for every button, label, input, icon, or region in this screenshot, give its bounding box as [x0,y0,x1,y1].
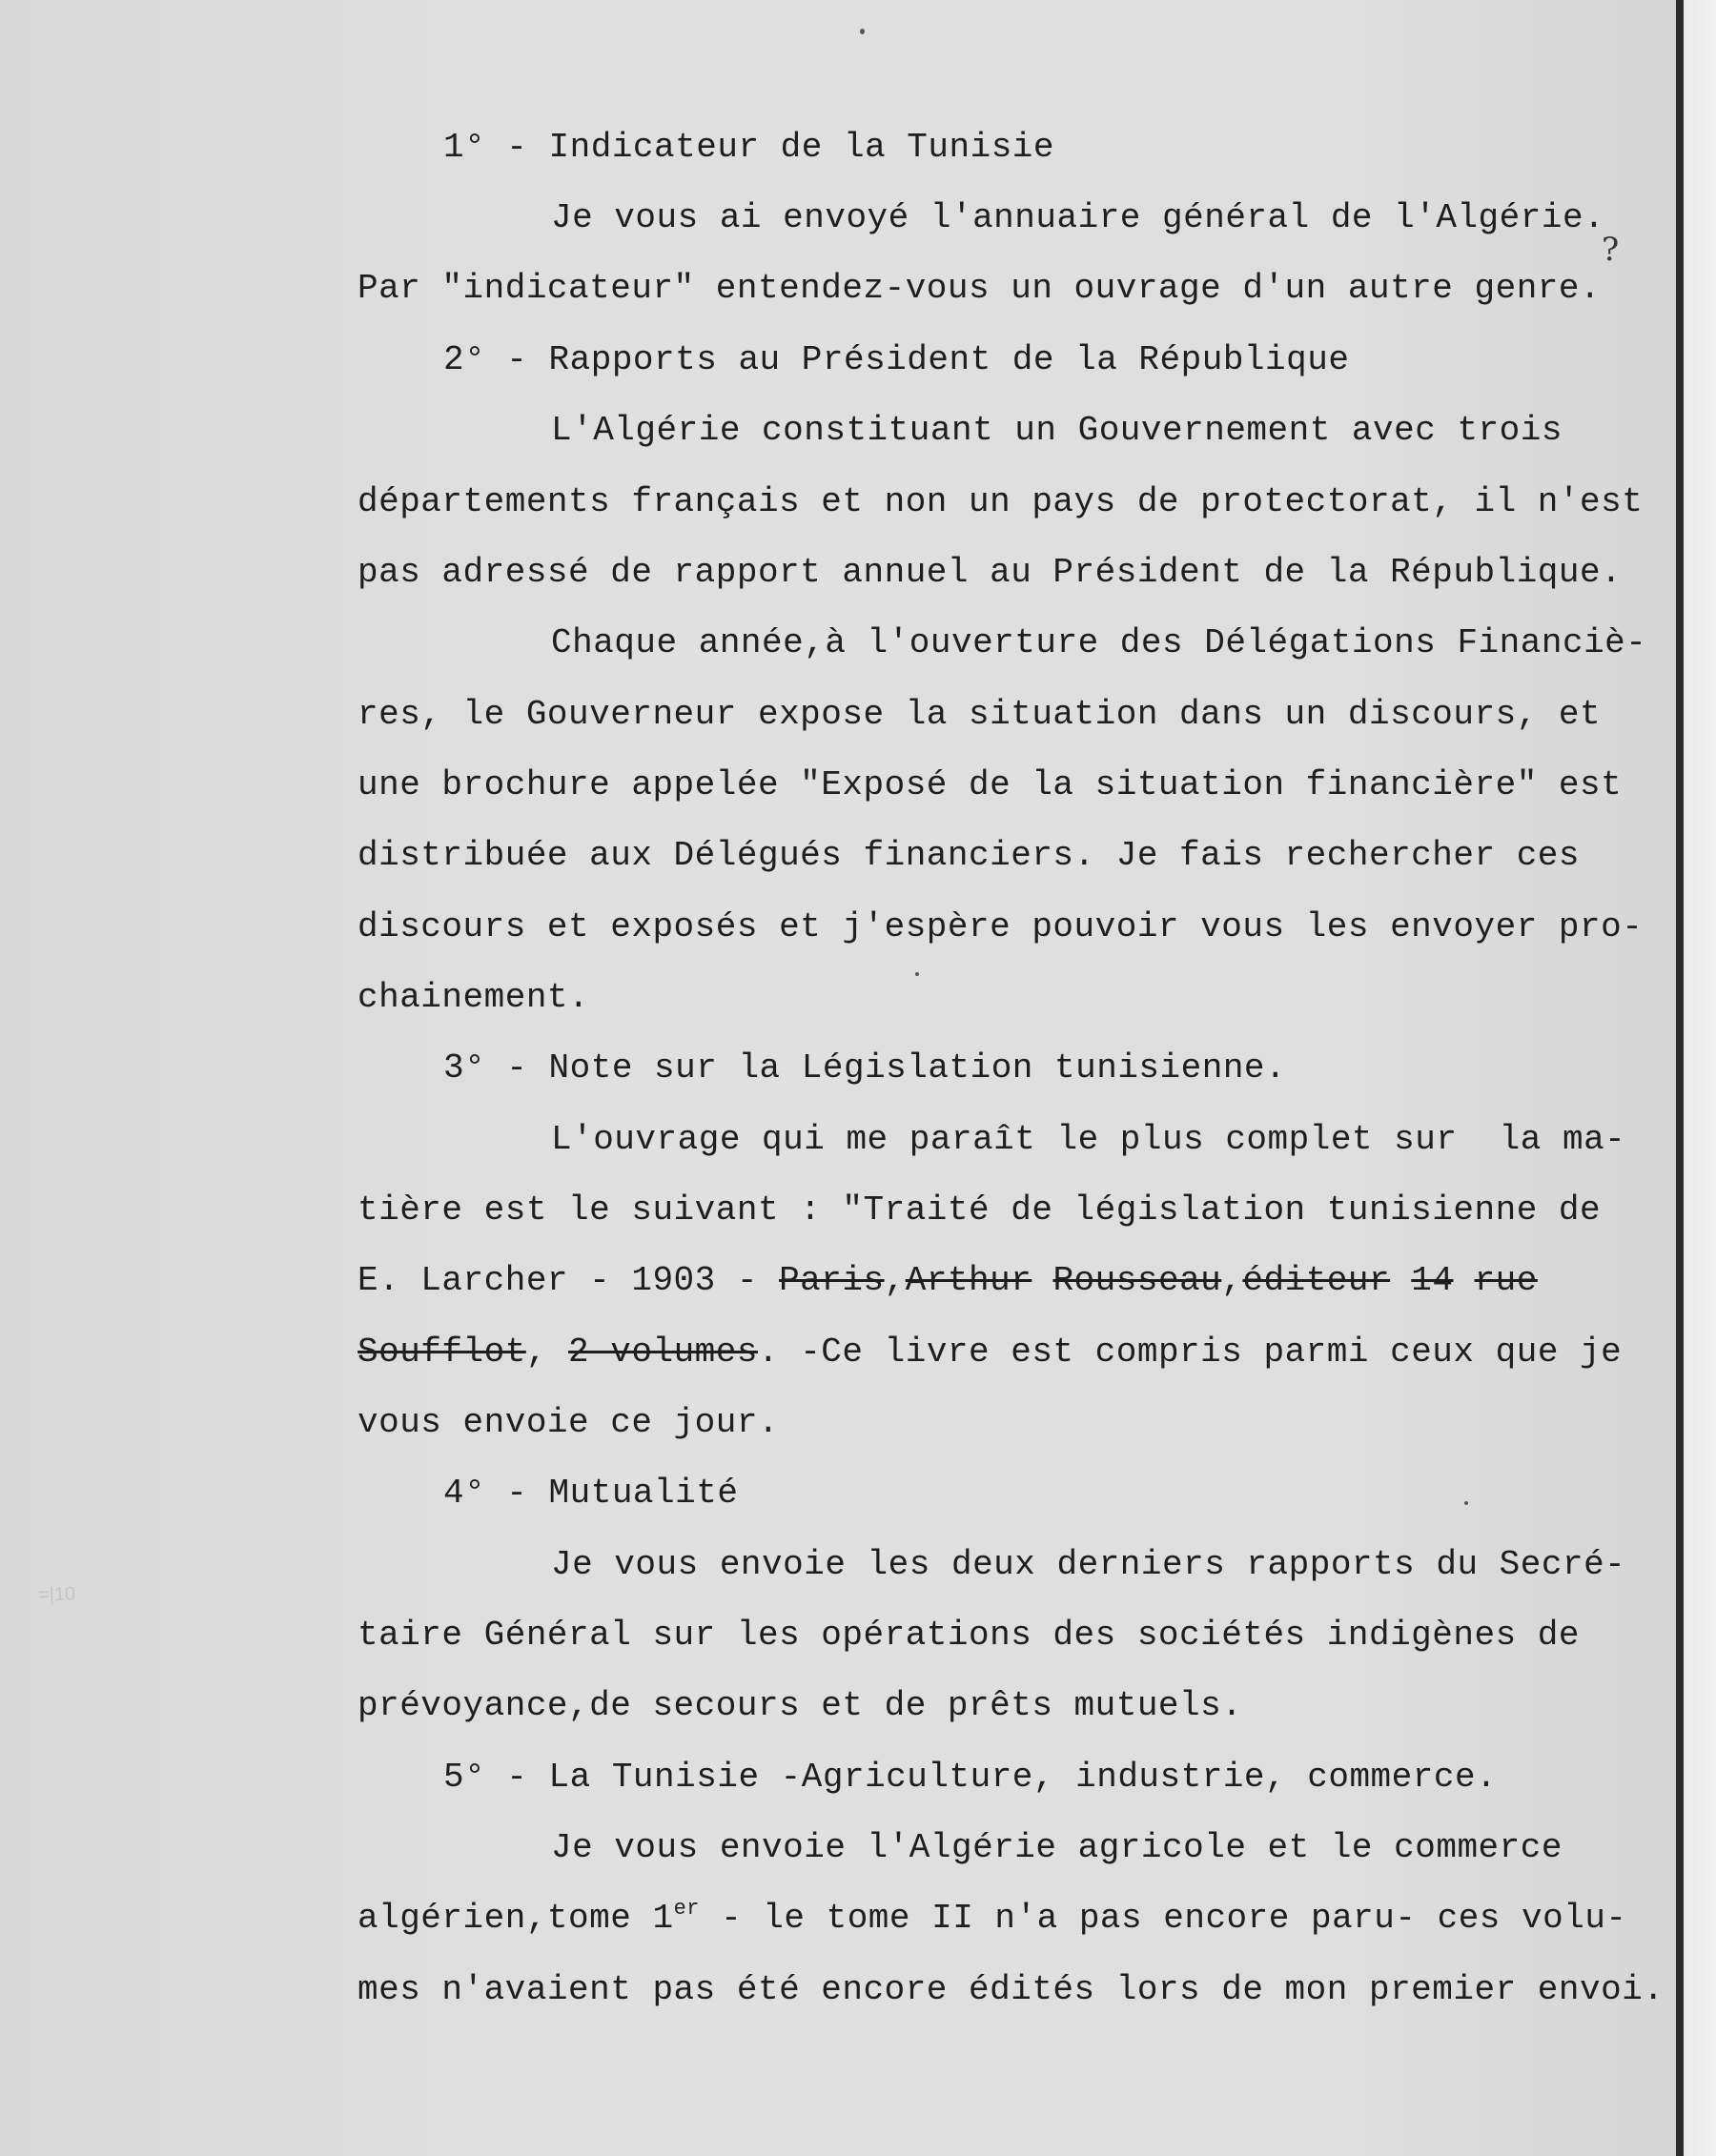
punctuation: , [1221,1261,1243,1300]
section-3-heading: 3° - Note sur la Législation tunisienne. [443,1048,1287,1088]
section-2-line-4: Chaque année,à l'ouverture des Délégations Financiè- [551,623,1647,662]
struck-word: Arthur [905,1261,1032,1300]
sentence-text: . -Ce livre est compris parmi ceux que je [757,1332,1623,1372]
section-3-line-3 [358,1260,1538,1302]
punctuation: , [884,1261,906,1300]
section-2-line-8: discours et exposés et j'espère pouvoir vous les envoyer pro- [358,907,1644,946]
section-3-line-4 [358,1332,1622,1373]
section-3-line-1: L'ouvrage qui me paraît le plus complet sur la ma- [551,1120,1626,1159]
section-2-heading: 2° - Rapports au Président de la République [443,340,1350,379]
section-5-line-1: Je vous envoie l'Algérie agricole et le commerce [551,1828,1563,1867]
struck-word: rue [1474,1261,1538,1300]
superscript: er [673,1897,700,1921]
margin-stamp: =|10 [37,1583,76,1606]
struck-word: éditeur [1242,1261,1391,1300]
struck-word: 14 [1411,1261,1454,1300]
handwritten-question-mark: ? [1602,231,1620,269]
section-2-line-1: L'Algérie constituant un Gouvernement avec trois [551,411,1563,450]
punctuation: , [525,1332,569,1372]
section-5-heading: 5° - La Tunisie -Agriculture, industrie, commerce. [443,1758,1498,1797]
struck-word: 2 volumes [568,1332,758,1372]
section-4-line-1: Je vous envoie les deux derniers rapports du Secré- [551,1545,1626,1584]
section-2-line-2: départements français et non un pays de protectorat, il n'est [358,482,1644,521]
struck-word: Paris [779,1261,885,1300]
section-2-line-5: res, le Gouverneur expose la situation dans un discours, et [358,695,1602,734]
sentence-text: - le tome II n'a pas encore paru- ces volu- [699,1899,1627,1938]
section-2-line-9: chainement. [358,978,590,1017]
ink-speck [1464,1501,1468,1505]
ink-speck [915,972,919,976]
struck-word: Soufflot [358,1332,526,1372]
struck-word: Rousseau [1052,1261,1222,1300]
section-2-line-6: une brochure appelée "Exposé de la situation financière" est [358,765,1623,804]
section-1-heading: 1° - Indicateur de la Tunisie [443,128,1055,167]
section-4-heading: 4° - Mutualité [443,1474,739,1513]
spacer [1390,1261,1411,1300]
section-5-line-2 [358,1898,1627,1940]
section-4-line-3: prévoyance,de secours et de prêts mutuels. [358,1686,1243,1725]
section-1-line-2: Par "indicateur" entendez-vous un ouvrage d'un autre genre. [358,269,1602,308]
section-4-line-2: taire Général sur les opérations des sociétés indigènes de [358,1616,1581,1655]
section-1-line-1: Je vous ai envoyé l'annuaire général de l'Algérie. [551,198,1605,237]
sentence-text: algérien,tome 1 [358,1899,674,1938]
page-edge-shadow [1676,0,1684,2156]
ink-speck [860,29,865,34]
section-2-line-3: pas adressé de rapport annuel au Président de la République. [358,553,1623,592]
section-3-line-2: tière est le suivant : "Traité de législation tunisienne de [358,1190,1602,1230]
spacer [1453,1261,1474,1300]
section-2-line-7: distribuée aux Délégués financiers. Je fais rechercher ces [358,836,1581,875]
section-3-line-5: vous envoie ce jour. [358,1403,780,1442]
spacer [1032,1261,1052,1300]
section-5-line-3: mes n'avaient pas été encore édités lors de mon premier envoi. [358,1970,1665,2009]
citation-author: E. Larcher - 1903 - [358,1261,780,1300]
page-edge-margin [1684,0,1716,2156]
